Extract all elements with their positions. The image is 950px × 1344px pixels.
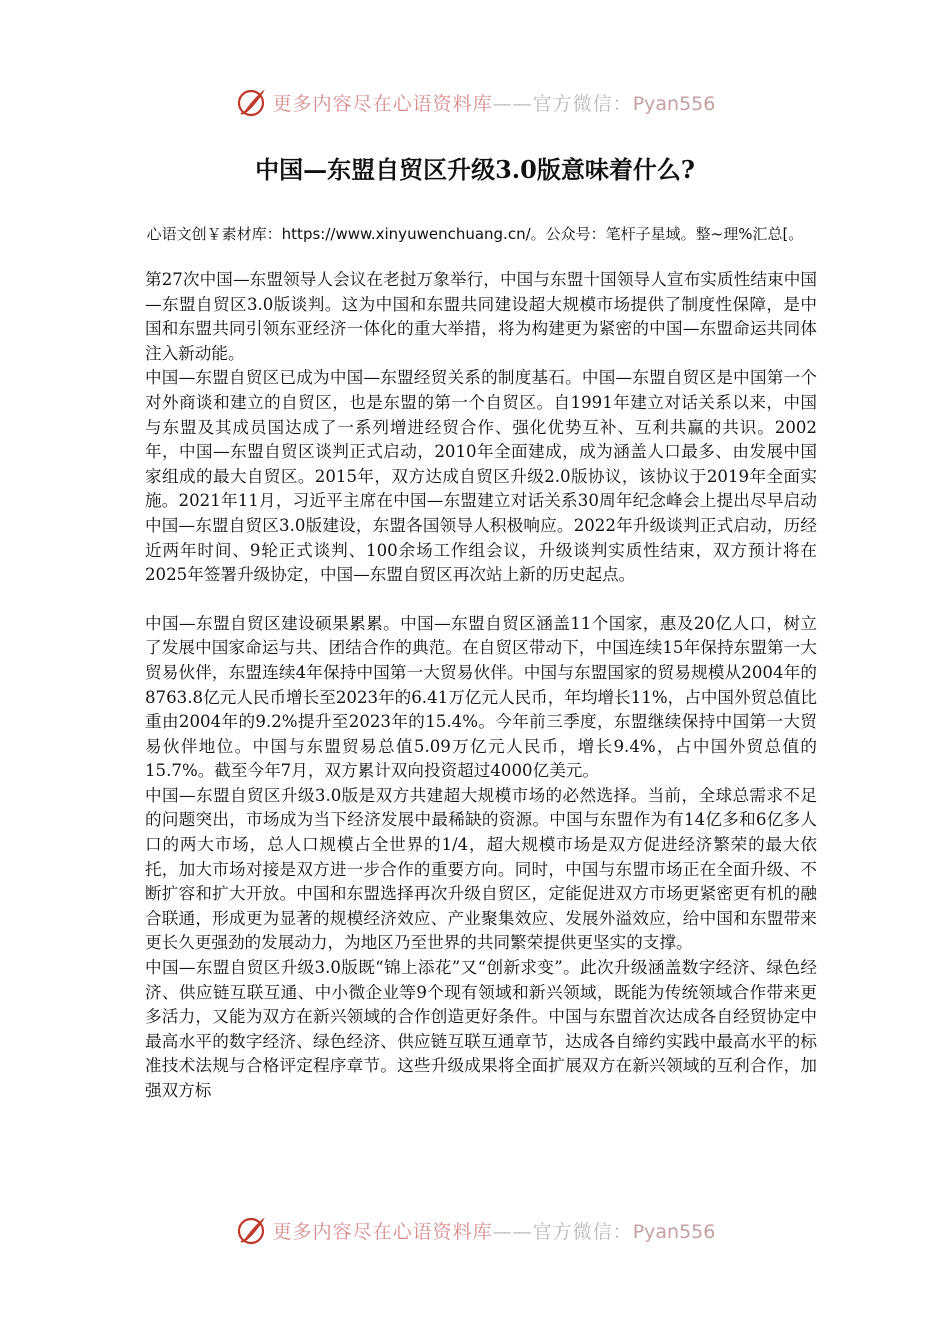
banner-wechat-label: 官方微信： [532, 1220, 633, 1243]
banner-wechat-id: Pyan556 [632, 1220, 716, 1243]
banner-text [273, 1217, 716, 1244]
source-line: 心语文创￥素材库：https://www.xinyuwenchuang.cn/。公众号：笔杆子星域。整~理%汇总[。 [146, 225, 804, 243]
paragraph-1: 第27次中国—东盟领导人会议在老挝万象举行，中国与东盟十国领导人宣布实质性结束中国—东盟自贸区3.0版谈判。这为中国和东盟共同建设超大规模市场提供了制度性保障，是中国和东盟共同引领东亚经济一体化的重大举措，将为构建更为紧密的中国—东盟命运共同体注入新动能。 [145, 270, 817, 363]
banner-separator: —— [492, 92, 533, 115]
banner-wechat-label: 官方微信： [532, 92, 633, 115]
footer-watermark-banner [0, 1208, 950, 1252]
banner-text [273, 89, 716, 116]
header-watermark-banner [0, 80, 950, 124]
document-body [145, 268, 817, 1104]
banner-separator: —— [492, 1220, 533, 1243]
document-title: 中国—东盟自贸区升级3.0版意味着什么? [255, 155, 695, 184]
paragraph-4: 中国—东盟自贸区升级3.0版是双方共建超大规模市场的必然选择。当前，全球总需求不足的问题突出，市场成为当下经济发展中最稀缺的资源。中国与东盟作为有14亿多和6亿多人口的两大市场，总人口规模占全世界的1/4，超大规模市场是双方促进经济繁荣的最大依托，加大市场对接是双方进一步合作的重要方向。同时，中国与东盟市场正在全面升级、不断扩容和扩大开放。中国和东盟选择再次升级自贸区，定能促进双方市场更紧密更有机的融合联通，形成更为显著的规模经济效应、产业聚集效应、发展外溢效应，给中国和东盟带来更长久更强劲的发展动力，为地区乃至世界的共同繁荣提供更坚实的支撑。 [145, 785, 817, 953]
quill-ink-logo-icon [235, 85, 269, 119]
paragraph-3: 中国—东盟自贸区建设硕果累累。中国—东盟自贸区涵盖11个国家，惠及20亿人口，树立了发展中国家命运与共、团结合作的典范。在自贸区带动下，中国连续15年保持东盟第一大贸易伙伴，东盟连续4年保持中国第一大贸易伙伴。中国与东盟国家的贸易规模从2004年的8763.8亿元人民币增长至2023年的6.41万亿元人民币，年均增长11%，占中国外贸总值比重由2004年的9.2%提升至2023年的15.4%。今年前三季度，东盟继续保持中国第一大贸易伙伴地位。中国与东盟贸易总值5.09万亿元人民币，增长9.4%，占中国外贸总值的15.7%。截至今年7月，双方累计双向投资超过4000亿美元。 [145, 613, 817, 781]
paragraph-5: 中国—东盟自贸区升级3.0版既“锦上添花”又“创新求变”。此次升级涵盖数字经济、绿色经济、供应链互联互通、中小微企业等9个现有领域和新兴领域，既能为传统领域合作带来更多活力，又能为双方在新兴领域的合作创造更好条件。中国与东盟首次达成各自经贸协定中最高水平的数字经济、绿色经济、供应链互联互通章节，达成各自缔约实践中最高水平的标准技术法规与合格评定程序章节。这些升级成果将全面扩展双方在新兴领域的互利合作，加强双方标 [145, 958, 817, 1100]
banner-main-text: 更多内容尽在心语资料库 [272, 1220, 493, 1243]
paragraph-2: 中国—东盟自贸区已成为中国—东盟经贸关系的制度基石。中国—东盟自贸区是中国第一个对外商谈和建立的自贸区，也是东盟的第一个自贸区。自1991年建立对话关系以来，中国与东盟及其成员国达成了一系列增进经贸合作、强化优势互补、互利共赢的共识。2002年，中国—东盟自贸区谈判正式启动，2010年全面建成，成为涵盖人口最多、由发展中国家组成的最大自贸区。2015年，双方达成自贸区升级2.0版协议，该协议于2019年全面实施。2021年11月，习近平主席在中国—东盟建立对话关系30周年纪念峰会上提出尽早启动中国—东盟自贸区3.0版建设，东盟各国领导人积极响应。2022年升级谈判正式启动，历经近两年时间、9轮正式谈判、100余场工作组会议，升级谈判实质性结束，双方预计将在2025年签署升级协定，中国—东盟自贸区再次站上新的历史起点。 [145, 368, 817, 585]
banner-wechat-id: Pyan556 [632, 92, 716, 115]
banner-main-text: 更多内容尽在心语资料库 [272, 92, 493, 115]
quill-ink-logo-icon [235, 1213, 269, 1247]
